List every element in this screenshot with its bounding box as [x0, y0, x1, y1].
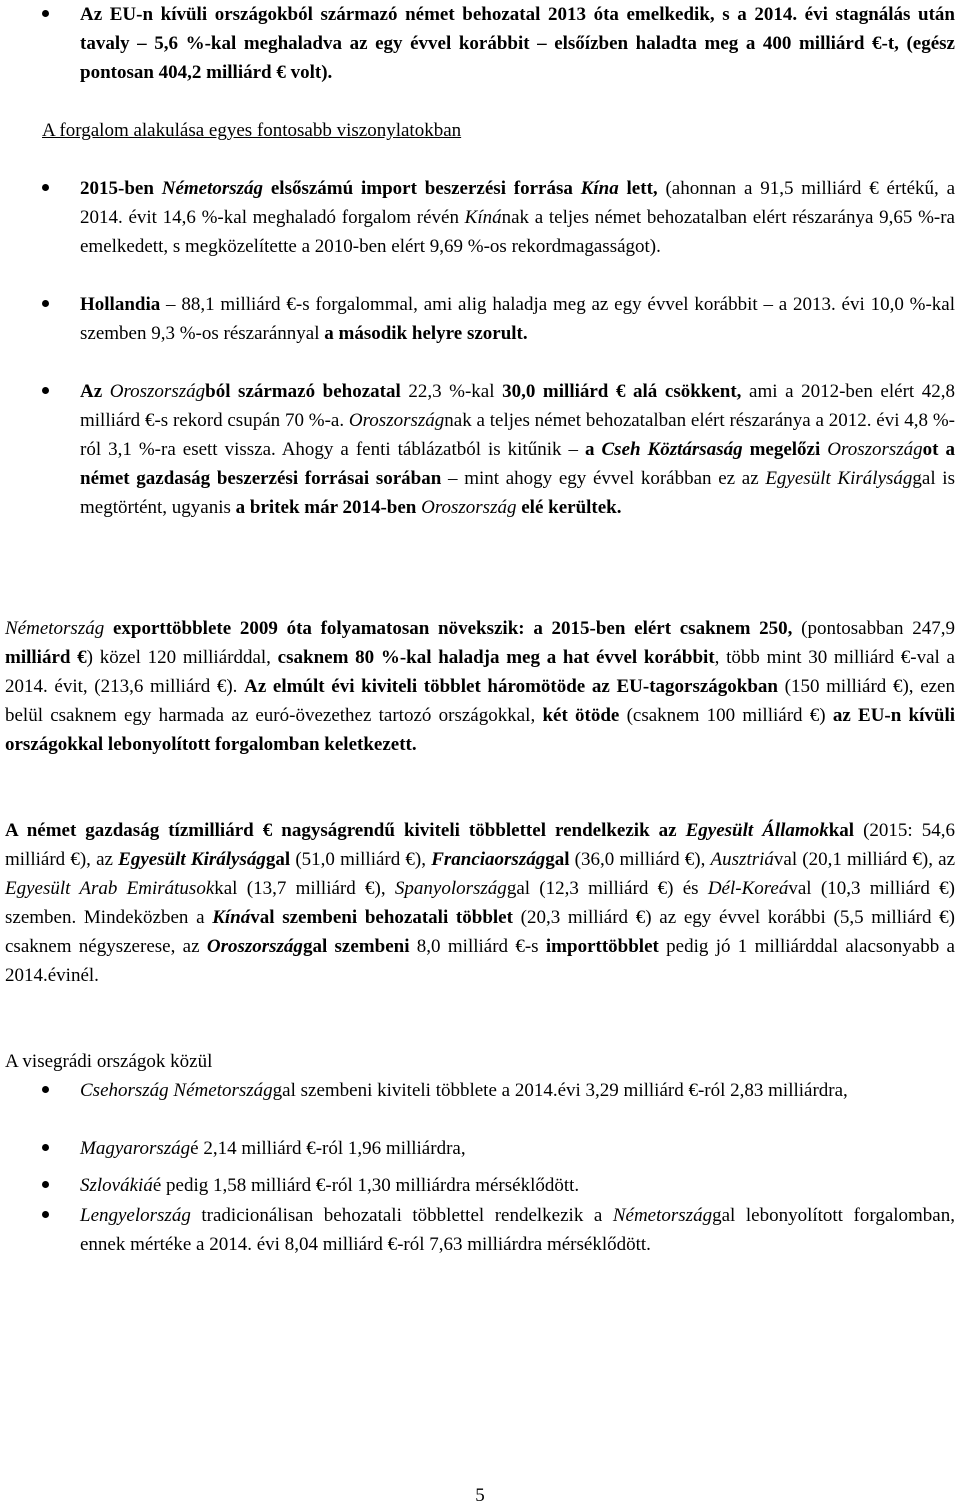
text-run: (20,3 milliárd €) az egy évvel korábbi (5,5 milliárd €) csaknem négyszerese, az: [5, 907, 955, 957]
text-run: (51,0 milliárd €),: [290, 849, 432, 870]
text-run: pedig jó 1 milliárddal alacsonyabb a 2014.évinél.: [5, 936, 955, 986]
text-run: Kíná: [464, 207, 502, 228]
text-run: Az: [80, 381, 110, 402]
text-run: , több mint 30 milliárd €-val a 2014. évit, (213,6 milliárd €).: [5, 647, 955, 697]
text-run: Szlovákiá: [80, 1175, 153, 1196]
text-run: nak a teljes német behozatalban elért részaránya a 2012. évi 4,8 %-ról 3,1 %-ra esett vissza. Ahogy a fenti táblázatból is kitűnik –: [80, 410, 956, 460]
trade-surplus-paragraph: [5, 816, 955, 990]
text-run: – mint ahogy egy évvel korábban ez az: [441, 468, 766, 489]
text-run: (36,0 milliárd €),: [569, 849, 711, 870]
text-run: Oroszország: [206, 936, 303, 957]
text-run: Oroszország: [421, 497, 517, 518]
text-run: kal: [828, 820, 855, 841]
text-run: lett,: [618, 178, 658, 199]
text-run: Kíná: [212, 907, 251, 928]
visegrad-title: A visegrádi országok közül: [5, 1051, 213, 1072]
text-run: 30,0 milliárd € alá csökkent,: [502, 381, 742, 402]
text-run: Magyarország: [80, 1138, 191, 1159]
text-run: A német gazdaság tízmilliárd € nagyságrendű kiviteli többlettel rendelkezik az: [5, 820, 686, 841]
text-run: 2015-ben: [80, 178, 162, 199]
text-run: Az elmúlt évi kiviteli többlet háromötöde az EU-tagországokban: [244, 676, 778, 697]
page-number: 5: [475, 1485, 485, 1506]
text-run: Egyesült Arab Emirátusok: [5, 878, 215, 899]
text-run: ból származó behozatal: [205, 381, 401, 402]
bullet-icon: [42, 1134, 56, 1163]
text-run: Németország: [161, 178, 264, 199]
bullet-icon: [42, 377, 56, 406]
text-run: elsőszámú import beszerzési forrása: [263, 178, 581, 199]
text-run: Oroszország: [348, 410, 445, 431]
bullet-icon: [42, 0, 56, 29]
text-run: Németország: [612, 1205, 713, 1226]
text-run: (pontosabban 247,9: [792, 618, 955, 639]
text-run: (csaknem 100 milliárd €): [619, 705, 833, 726]
text-run: kal (13,7 milliárd €),: [214, 878, 395, 899]
text-run: ami a 2012-ben elért 42,8 milliárd €-s rekord csupán 70 %-a.: [80, 381, 956, 431]
text-run: az EU-n kívüli országokkal lebonyolított forgalomban keletkezett.: [5, 705, 956, 755]
czech-bullet-text: [80, 1076, 955, 1105]
text-run: Egyesült Királyság: [118, 849, 266, 870]
hungary-bullet-text: [80, 1134, 955, 1163]
text-run: megelőzi: [742, 439, 828, 460]
text-run: gal szembeni kiviteli többlete a 2014.évi 3,29 milliárd €-ról 2,83 milliárdra,: [272, 1080, 848, 1101]
text-run: ot a német gazdaság beszerzési forrásai sorában: [80, 439, 955, 489]
text-run: Az EU-n kívüli országokból származó német behozatal 2013 óta emelkedik, s a 2014. évi stagnálás után tavaly – 5,6 %-kal meghaladva az egy évvel korábbit – elsőízben haladta meg a 400 milliárd €-t, (egész pontosan 404,2 milliárd € volt).: [80, 4, 955, 83]
section-heading: A forgalom alakulása egyes fontosabb viszonylatokban: [42, 120, 462, 141]
text-run: gal is megtörtént, ugyanis: [80, 468, 955, 518]
poland-bullet-text: [80, 1201, 955, 1259]
text-run: Egyesült Államok: [685, 820, 829, 841]
text-run: exporttöbblete 2009 óta folyamatosan növekszik: a 2015-ben elért csaknem 250,: [104, 618, 793, 639]
bullet-icon: [42, 1201, 56, 1230]
text-run: (ahonnan a 91,5 milliárd € értékű, a 2014. évit 14,6 %-kal meghaladó forgalom révén: [80, 178, 956, 228]
netherlands-bullet-text: [80, 290, 955, 348]
text-run: Csehország Németország: [80, 1080, 273, 1101]
text-run: Oroszország: [109, 381, 206, 402]
text-run: gal (12,3 milliárd €) és: [506, 878, 708, 899]
text-run: csaknem 80 %-kal haladja meg a hat évvel korábbit: [277, 647, 715, 668]
text-run: Cseh Köztársaság: [601, 439, 743, 460]
bullet-icon: [42, 174, 56, 203]
text-run: gal: [265, 849, 291, 870]
text-run: ) közel 120 milliárddal,: [86, 647, 278, 668]
text-run: – 88,1 milliárd €-s forgalommal, ami alig haladja meg az egy évvel korábbit – a 2013. évi 10,0 %-kal szemben 9,3 %-os részaránnyal: [80, 294, 955, 344]
text-run: é 2,14 milliárd €-ról 1,96 milliárdra,: [190, 1138, 466, 1159]
intro-bullet-text: [80, 0, 955, 87]
text-run: Németország: [5, 618, 105, 639]
slovakia-bullet-text: [80, 1171, 955, 1200]
bullet-icon: [42, 1076, 56, 1105]
russia-bullet-text: [80, 377, 955, 522]
text-run: nak a teljes német behozatalban elért részaránya 9,65 %-ra emelkedett, s megközelítette a 2010-ben elért 9,69 %-os rekordmagasságot).: [80, 207, 955, 257]
text-run: (150 milliárd €), ezen belül csaknem egy harmada az euró-övezethez tartozó országokkal,: [5, 676, 955, 726]
text-run: a: [585, 439, 602, 460]
text-run: importtöbblet: [545, 936, 659, 957]
text-run: (2015: 54,6 milliárd €), az: [5, 820, 955, 870]
text-run: a britek már 2014-ben: [235, 497, 422, 518]
text-run: gal lebonyolított forgalomban, ennek mértéke a 2014. évi 8,04 milliárd €-ról 7,63 milliárdra mérséklődött.: [80, 1205, 955, 1255]
text-run: val (10,3 milliárd €) szemben. Mindeközben a: [5, 878, 955, 928]
text-run: Egyesült Királyság: [765, 468, 913, 489]
text-run: Hollandia: [80, 294, 161, 315]
text-run: Franciaország: [431, 849, 546, 870]
export-surplus-paragraph: [5, 614, 955, 759]
text-run: milliárd €: [5, 647, 87, 668]
text-run: Kína: [580, 178, 619, 199]
text-run: é pedig 1,58 milliárd €-ról 1,30 milliárdra mérséklődött.: [152, 1175, 580, 1196]
text-run: val (20,1 milliárd €), az: [773, 849, 956, 870]
text-run: Ausztriá: [710, 849, 774, 870]
text-run: elé kerültek.: [516, 497, 622, 518]
text-run: Spanyolország: [394, 878, 507, 899]
bullet-icon: [42, 290, 56, 319]
text-run: Oroszország: [827, 439, 923, 460]
china-bullet-text: [80, 174, 955, 261]
text-run: 22,3 %-kal: [400, 381, 503, 402]
text-run: 8,0 milliárd €-s: [409, 936, 546, 957]
bullet-icon: [42, 1171, 56, 1200]
text-run: a második helyre szorult.: [324, 323, 528, 344]
text-run: két ötöde: [542, 705, 620, 726]
text-run: Lengyelország: [80, 1205, 191, 1226]
text-run: Dél-Koreá: [707, 878, 789, 899]
text-run: val szembeni behozatali többlet: [250, 907, 513, 928]
text-run: tradicionálisan behozatali többlettel rendelkezik a: [190, 1205, 613, 1226]
text-run: gal: [545, 849, 570, 870]
text-run: gal szembeni: [302, 936, 410, 957]
